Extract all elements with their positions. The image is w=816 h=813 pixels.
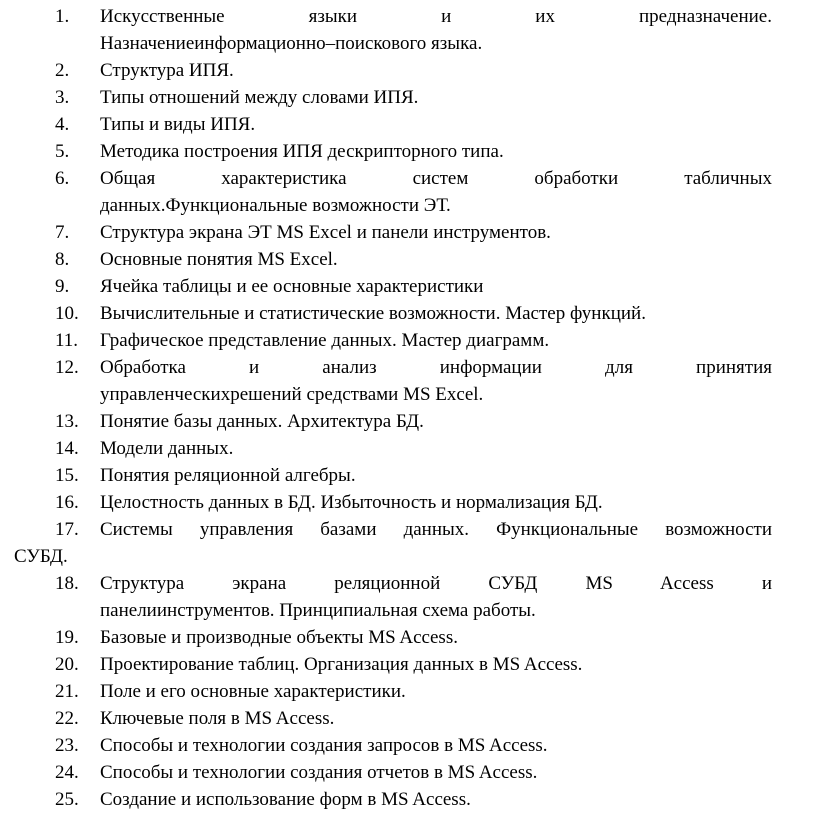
- item-number: 15.: [55, 465, 79, 486]
- item-number: 9.: [55, 276, 70, 297]
- list-item: [55, 327, 772, 354]
- list-item: [55, 111, 772, 138]
- list-item: [55, 57, 772, 84]
- text-line: Понятия реляционной алгебры.: [100, 465, 356, 486]
- item-number: 12.: [55, 357, 79, 378]
- list-item: [55, 408, 772, 435]
- list-item: [55, 246, 772, 273]
- text-line: Поле и его основные характеристики.: [100, 681, 406, 702]
- text-line: Вычислительные и статистические возможности. Мастер функций.: [100, 303, 646, 324]
- text-line: Способы и технологии создания отчетов в MS Access.: [100, 762, 538, 783]
- text-line: Методика построения ИПЯ дескрипторного типа.: [100, 141, 504, 162]
- item-number: 17.: [55, 519, 79, 540]
- text-line: Модели данных.: [100, 438, 234, 459]
- item-number: 21.: [55, 681, 79, 702]
- item-number: 6.: [55, 168, 70, 189]
- item-number: 8.: [55, 249, 70, 270]
- list-item: [55, 3, 772, 57]
- text-line: Понятие базы данных. Архитектура БД.: [100, 411, 424, 432]
- list-item: [55, 462, 772, 489]
- item-number: 2.: [55, 60, 70, 81]
- text-line: Обработка и анализ информации для принятия: [100, 357, 772, 378]
- list-item: [55, 300, 772, 327]
- text-line: Структура экрана ЭТ MS Excel и панели инструментов.: [100, 222, 551, 243]
- item-number: 3.: [55, 87, 70, 108]
- text-line: Структура экрана реляционной СУБД MS Access и: [100, 573, 772, 594]
- text-line: Типы и виды ИПЯ.: [100, 114, 256, 135]
- item-number: 7.: [55, 222, 70, 243]
- text-line: панелиинструментов. Принципиальная схема работы.: [100, 600, 536, 621]
- list-item: [14, 516, 772, 570]
- list-item: [55, 759, 772, 786]
- list-item: [55, 435, 772, 462]
- item-number: 11.: [55, 330, 79, 351]
- list-item: [55, 624, 772, 651]
- margin-continuation-line: СУБД.: [14, 546, 68, 567]
- numbered-list: [14, 3, 772, 813]
- text-line: Базовые и производные объекты MS Access.: [100, 627, 458, 648]
- item-number: 10.: [55, 303, 79, 324]
- text-line: Типы отношений между словами ИПЯ.: [100, 87, 419, 108]
- item-number: 22.: [55, 708, 79, 729]
- list-item: [55, 786, 772, 813]
- text-line: Графическое представление данных. Мастер диаграмм.: [100, 330, 550, 351]
- list-item: [55, 84, 772, 111]
- text-line: Ключевые поля в MS Access.: [100, 708, 335, 729]
- item-number: 23.: [55, 735, 79, 756]
- list-item: [55, 678, 772, 705]
- list-item: [55, 651, 772, 678]
- list-item: [55, 354, 772, 408]
- text-line: Ячейка таблицы и ее основные характеристики: [100, 276, 484, 297]
- text-line: Системы управления базами данных. Функциональные возможности: [100, 519, 772, 540]
- item-number: 1.: [55, 6, 70, 27]
- text-line: Создание и использование форм в MS Access.: [100, 789, 471, 810]
- text-line: Способы и технологии создания запросов в MS Access.: [100, 735, 548, 756]
- text-line: Основные понятия MS Excel.: [100, 249, 338, 270]
- item-number: 4.: [55, 114, 70, 135]
- list-item: [55, 219, 772, 246]
- item-number: 20.: [55, 654, 79, 675]
- item-number: 18.: [55, 573, 79, 594]
- text-line: управленческихрешений средствами MS Excel.: [100, 384, 484, 405]
- text-line: Проектирование таблиц. Организация данных в MS Access.: [100, 654, 583, 675]
- list-item: [55, 165, 772, 219]
- text-line: Искусственные языки и их предназначение.: [100, 6, 772, 27]
- list-item: [55, 570, 772, 624]
- text-line: Целостность данных в БД. Избыточность и нормализация БД.: [100, 492, 603, 513]
- text-line: Назначениеинформационно–поискового языка.: [100, 33, 483, 54]
- item-number: 13.: [55, 411, 79, 432]
- item-number: 16.: [55, 492, 79, 513]
- list-item: [55, 138, 772, 165]
- list-item: [55, 705, 772, 732]
- item-number: 19.: [55, 627, 79, 648]
- text-line: данных.Функциональные возможности ЭТ.: [100, 195, 451, 216]
- list-item: [55, 489, 772, 516]
- item-number: 14.: [55, 438, 79, 459]
- item-number: 25.: [55, 789, 79, 810]
- text-line: Структура ИПЯ.: [100, 60, 234, 81]
- item-number: 24.: [55, 762, 79, 783]
- text-line: Общая характеристика систем обработки табличных: [100, 168, 772, 189]
- item-number: 5.: [55, 141, 70, 162]
- list-item: [55, 732, 772, 759]
- list-item: [55, 273, 772, 300]
